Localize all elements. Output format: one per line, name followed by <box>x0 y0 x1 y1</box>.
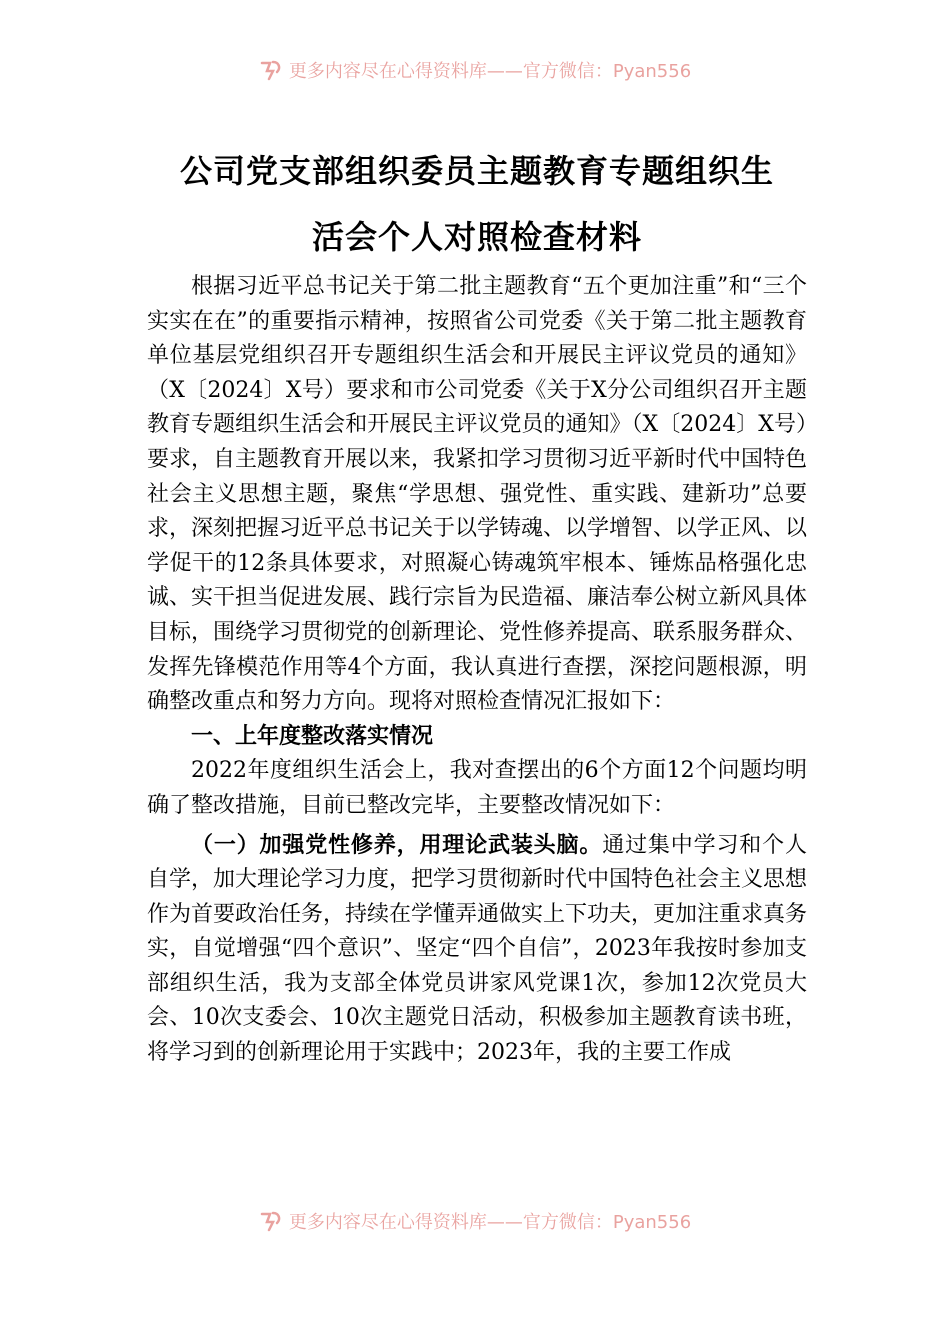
subsection-1-text: 通过集中学习和个人自学，加大理论学习力度，把学习贯彻新时代中国特色社会主义思想作为首要政治任务，持续在学懂弄通做实上下功夫，更加注重求真务实，自觉增强“四个意识”、坚定“四个自信”，2023年我按时参加支部组织生活，我为支部全体党员讲家风党课1次，参加12次党员大会、10次支委会、10次主题党日活动，积极参加主题教育读书班，将学习到的创新理论用于实践中；2023年，我的主要工作成 <box>147 832 808 1066</box>
subsection-1-heading: （一）加强党性修养，用理论武装头脑。 <box>191 831 603 858</box>
document-body <box>147 138 807 1071</box>
watermark-text: 更多内容尽在心得资料库——官方微信：Pyan556 <box>288 1212 692 1233</box>
document-title <box>147 138 807 270</box>
title-line-2: 活会个人对照检查材料 <box>311 218 642 256</box>
subsection-1-paragraph <box>147 828 807 1071</box>
watermark-bottom <box>0 1208 950 1234</box>
title-line-1: 公司党支部组织委员主题教育专题组织生 <box>179 152 774 190</box>
section-1-heading: 一、上年度整改落实情况 <box>191 723 434 749</box>
section-1-paragraph: 2022年度组织生活会上，我对查摆出的6个方面12个问题均明确了整改措施，目前已整改完毕，主要整改情况如下： <box>147 758 807 818</box>
watermark-top <box>0 57 950 83</box>
intro-paragraph: 根据习近平总书记关于第二批主题教育“五个更加注重”和“三个实实在在”的重要指示精神，按照省公司党委《关于第二批主题教育单位基层党组织召开专题组织生活会和开展民主评议党员的通知》（X〔2024〕X号）要求和市公司党委《关于X分公司组织召开主题教育专题组织生活会和开展民主评议党员的通知》（X〔2024〕X号）要求，自主题教育开展以来，我紧扣学习贯彻习近平新时代中国特色社会主义思想主题，聚焦“学思想、强党性、重实践、建新功”总要求，深刻把握习近平总书记关于以学铸魂、以学增智、以学正风、以学促干的12条具体要求，对照凝心铸魂筑牢根本、锤炼品格强化忠诚、实干担当促进发展、践行宗旨为民造福、廉洁奉公树立新风具体目标，围绕学习贯彻党的创新理论、党性修养提高、联系服务群众、发挥先锋模范作用等4个方面，我认真进行查摆，深挖问题根源，明确整改重点和努力方向。现将对照检查情况汇报如下： <box>147 274 808 715</box>
watermark-logo-icon <box>259 1210 283 1232</box>
watermark-text: 更多内容尽在心得资料库——官方微信：Pyan556 <box>288 61 692 82</box>
watermark-logo-icon <box>259 59 283 81</box>
